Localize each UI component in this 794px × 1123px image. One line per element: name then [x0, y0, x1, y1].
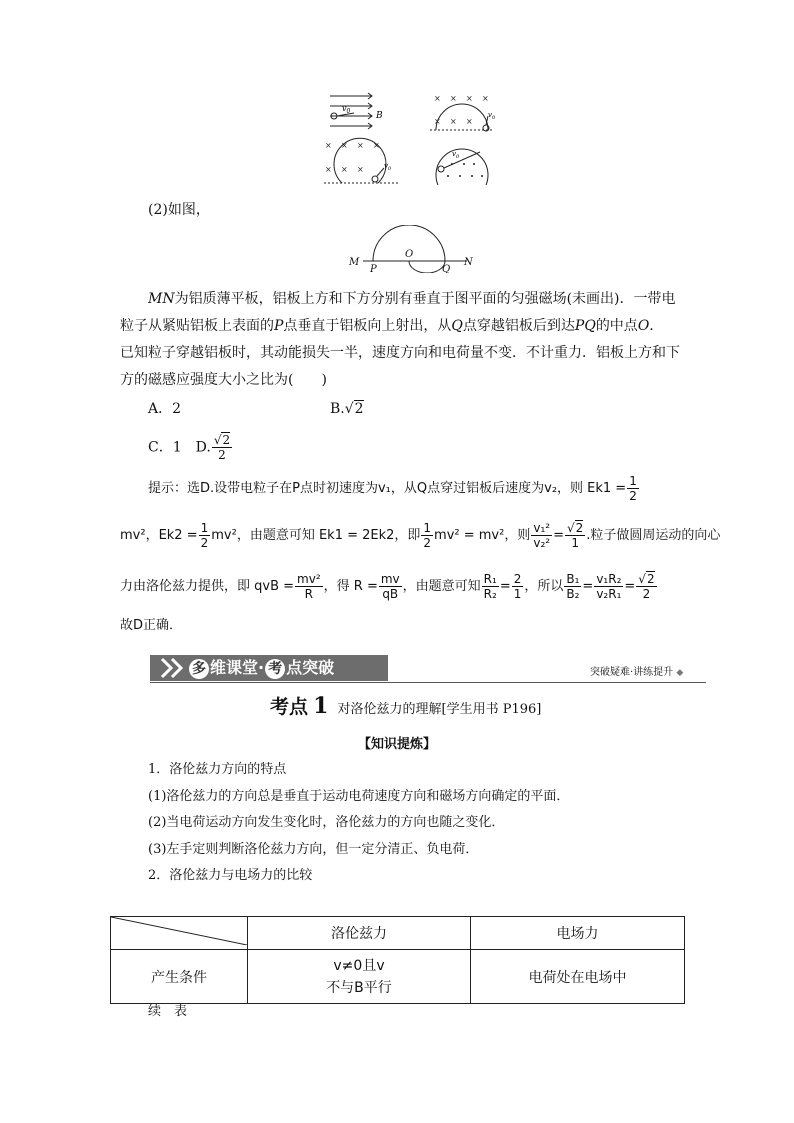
- question-line-4: 方的磁感应强度大小之比为( ): [120, 372, 327, 388]
- banner-chevron-icon: [158, 657, 188, 679]
- magnetic-field-figures: [320, 90, 500, 185]
- section-heading: 考点 1 对洛伦兹力的理解[学生用书 P196]: [270, 693, 542, 719]
- point-2-heading: 2．洛伦兹力与电场力的比较: [148, 868, 313, 883]
- table-header-row: [111, 917, 685, 950]
- figure-uniform-field: [330, 93, 372, 129]
- option-c-d: C．1 D. $\frac{√2}{2}$: [148, 433, 231, 462]
- point-1-item-2: (2)当电荷运动方向发生变化时，洛伦兹力的方向也随之变化．: [148, 815, 505, 830]
- table-corner-cell: [111, 917, 248, 950]
- hint-line-3: 力由洛伦兹力提供，即 qvB = $\frac{\text{mv²}}{R}$ ，得 R = $\frac{mv}{qB}$ ，由题意可知 $\frac{\text{R₁}}{\text{R₂}}$ = $\frac{2}{1}$ ，所以 $\frac{\text{B₁}}{\text{B₂}}$ = $\frac{\text{v₁R₂}}{\text{v₂R₁}}$ = $\frac{√2}{2}$: [120, 572, 655, 601]
- fig2-crosses: [434, 94, 489, 126]
- comparison-table: [110, 916, 685, 1004]
- table-header-electric: 电场力: [471, 917, 685, 950]
- aluminum-plate-diagram: [345, 225, 475, 273]
- fig1-v-label: $v_0$: [342, 104, 351, 115]
- section-banner: 多 维课堂· 考 点突破: [150, 655, 388, 681]
- fig4-dots: [447, 163, 483, 185]
- hint-conclusion: 故D正确．: [120, 618, 183, 633]
- svg-text:×: ×: [373, 141, 380, 150]
- continued-table-label: 续 表: [148, 1004, 188, 1019]
- figure-dotted-circle: [436, 149, 488, 185]
- svg-text:×: ×: [357, 165, 364, 174]
- svg-text:×: ×: [450, 94, 457, 103]
- diagram-label-m: M: [349, 257, 360, 268]
- table-cell-lorentz: v≠0且v 不与B平行: [248, 950, 471, 1004]
- diagram-label-q: Q: [442, 264, 451, 273]
- diagram-label-p: P: [370, 264, 377, 273]
- diagonal-line: [111, 917, 247, 945]
- table-row: [111, 950, 685, 1004]
- diagram-label-n: N: [464, 257, 473, 268]
- table-cell-electric: 电荷处在电场中: [471, 950, 685, 1004]
- table-row-label: 产生条件: [111, 950, 248, 1004]
- question-line-2: 粒子从紧贴铝板上表面的P点垂直于铝板向上射出，从Q点穿越铝板后到达PQ的中点O.: [120, 318, 654, 334]
- fig2-v-label: $v_0$: [488, 111, 496, 121]
- fig1-b-label: B: [376, 111, 383, 121]
- svg-text:×: ×: [466, 117, 473, 126]
- point-1-heading: 1．洛伦兹力方向的特点: [148, 762, 287, 777]
- svg-text:×: ×: [341, 165, 348, 174]
- point-1-item-3: (3)左手定则判断洛伦兹力方向，但一定分清正、负电荷．: [148, 842, 479, 857]
- svg-text:×: ×: [325, 141, 332, 150]
- knowledge-subtitle: 【知识提炼】: [357, 737, 436, 752]
- point-1-item-1: (1)洛伦兹力的方向总是垂直于运动电荷速度方向和磁场方向确定的平面．: [148, 789, 570, 804]
- option-b: B.√2: [330, 401, 364, 417]
- svg-text:×: ×: [434, 94, 441, 103]
- svg-text:×: ×: [450, 117, 457, 126]
- question-line-3: 已知粒子穿越铝板时，其动能损失一半，速度方向和电荷量不变．不计重力．铝板上方和下: [120, 345, 680, 361]
- svg-text:×: ×: [325, 165, 332, 174]
- svg-text:×: ×: [341, 141, 348, 150]
- fig3-v-label: $v_0$: [384, 162, 392, 172]
- svg-text:×: ×: [357, 141, 364, 150]
- question-line-1: MN为铝质薄平板，铝板上方和下方分别有垂直于图平面的匀强磁场(未画出)．一带电: [148, 291, 676, 307]
- banner-divider: [150, 682, 706, 683]
- svg-text:×: ×: [482, 94, 489, 103]
- diagram-label-o: O: [405, 249, 414, 260]
- fig4-v-label: $v_0$: [452, 150, 460, 160]
- svg-text:×: ×: [434, 117, 441, 126]
- hint-line-2: mv²，Ek2 = $\frac{1}{2}$ mv²，由题意可知 Ek1 = 2Ek2，即 $\frac{1}{2}$ mv² = mv²，则 $\frac{\text{v₁²}}{\text{v₂²}}$ = $\frac{√2}{1}$ .粒子做圆周运动的向心: [120, 521, 721, 550]
- question-intro: (2)如图，: [148, 202, 210, 218]
- option-a: A．2: [148, 401, 182, 417]
- svg-text:×: ×: [466, 94, 473, 103]
- hint-line-1: 提示：选D.设带电粒子在P点时初速度为v₁，从Q点穿过铝板后速度为v₂，则 Ek1 = $\frac{1}{2}$: [148, 474, 637, 503]
- banner-right-caption: 突破疑难·讲练提升 ◆: [590, 667, 684, 678]
- fig3-crosses: [325, 141, 380, 174]
- table-header-lorentz: 洛伦兹力: [248, 917, 471, 950]
